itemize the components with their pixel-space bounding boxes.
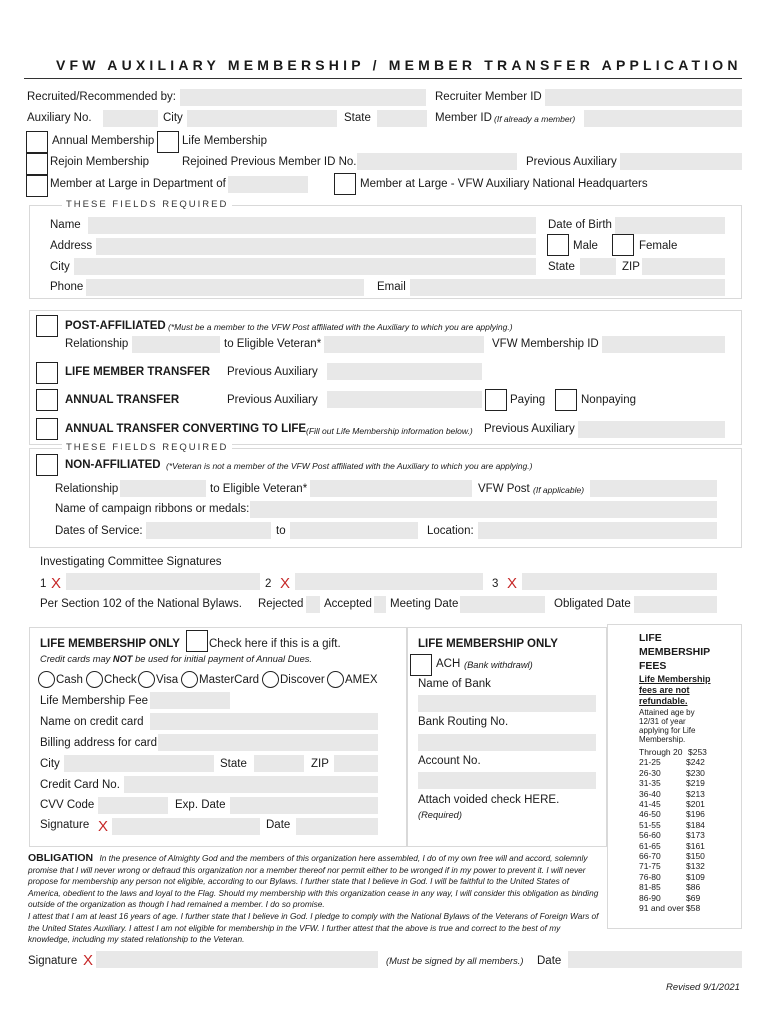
life-card-title: LIFE MEMBERSHIP ONLY <box>40 638 180 650</box>
vfw-post-note: (If applicable) <box>533 485 585 495</box>
vfw-membership-id-field[interactable] <box>602 336 725 353</box>
name-on-card-label: Name on credit card <box>40 716 144 728</box>
check-label: Check <box>104 674 137 686</box>
female-checkbox[interactable] <box>612 234 634 256</box>
attestation-text: I attest that I am at least 16 years of age. I further state that I believe in God. I pledge to comply with the National Bylaws of the Veterans of Foreign Wars of the United States Auxiliary. I attest I am not eligible for membership in the VFW. I further attest that the above is true and correct to the best of my knowledge, including my stated relationship to the Veteran. <box>28 911 599 944</box>
fees-title-2: MEMBERSHIP <box>639 646 711 658</box>
card-date-field[interactable] <box>296 818 378 835</box>
committee-sig-2-number: 2 <box>265 578 272 590</box>
meeting-date-field[interactable] <box>460 596 545 613</box>
page-title: VFW AUXILIARY MEMBERSHIP / MEMBER TRANSFER APPLICATION <box>56 57 742 73</box>
non-relationship-field[interactable] <box>120 480 206 497</box>
obligation-title: OBLIGATION <box>28 852 94 864</box>
phone-label: Phone <box>50 281 84 293</box>
billing-address-field[interactable] <box>158 734 378 751</box>
fee-age-range: 36-40 <box>639 788 661 799</box>
fields-required-caption-2: THESE FIELDS REQUIRED <box>62 442 232 453</box>
address-field[interactable] <box>96 238 536 255</box>
gift-checkbox[interactable] <box>186 630 208 652</box>
cvv-field[interactable] <box>98 797 168 814</box>
life-member-transfer-label: LIFE MEMBER TRANSFER <box>65 366 211 378</box>
service-from-field[interactable] <box>146 522 271 539</box>
credit-card-note-b: be used for initial payment of Annual Dues. <box>135 654 312 664</box>
account-label: Account No. <box>418 755 481 767</box>
location-field[interactable] <box>478 522 717 539</box>
life-ach-title: LIFE MEMBERSHIP ONLY <box>418 638 558 650</box>
top-city-field[interactable] <box>187 110 337 127</box>
routing-label: Bank Routing No. <box>418 716 509 728</box>
obligation-paragraph-1: In the presence of Almighty God and the members of this organization here assembled, I do of my own free will and accord, solemnly promise that I will never wrong or defraud this organization nor a member thereof nor permit either to be wronged if in my power to prevent it. I will never propose for membership any person not eligible, according to our Bylaws. I further state that I believe in God. I will be faithful to the United States of America, obedient to the laws and loyal to the Flag. Should my membership with this organization cease in any way, I will consider this obligation as binding outside of the organization as though I had remained a member. I do so promise. <box>28 853 599 909</box>
fee-amount: $173 <box>686 830 705 841</box>
post-eligible-label: to Eligible Veteran* <box>224 338 322 350</box>
previous-auxiliary-field[interactable] <box>620 153 742 170</box>
meeting-date-label: Meeting Date <box>390 598 459 610</box>
fee-amount: $253 <box>688 747 707 757</box>
recruited-label: Recruited/Recommended by: <box>27 91 176 103</box>
rejoin-membership-checkbox[interactable] <box>26 153 48 175</box>
fee-age-range: 26-30 <box>639 767 661 778</box>
annual-to-life-label: ANNUAL TRANSFER CONVERTING TO LIFE <box>65 423 307 435</box>
recruiter-id-field[interactable] <box>545 89 742 106</box>
non-eligible-label: to Eligible Veteran* <box>210 483 308 495</box>
fee-age-range: Through 20 <box>639 747 683 757</box>
fee-amount: $201 <box>686 799 705 809</box>
attained-note-2: 12/31 of year <box>639 717 686 726</box>
non-affiliated-title: NON-AFFILIATED <box>65 459 161 471</box>
fees-title-1: LIFE <box>639 632 662 644</box>
committee-sig-2-x: X <box>280 575 291 592</box>
member-signature-label: Signature <box>28 955 78 967</box>
card-signature-x: X <box>98 818 109 835</box>
fee-age-range: 66-70 <box>639 851 661 861</box>
rejoined-prev-field[interactable] <box>357 153 517 170</box>
attach-required-note: (Required) <box>418 810 462 820</box>
fee-age-range: 21-25 <box>639 757 661 768</box>
card-signature-field[interactable] <box>112 818 260 835</box>
annual-to-life-prev-aux-label: Previous Auxiliary <box>484 423 575 435</box>
committee-sig-2-field[interactable] <box>295 573 483 590</box>
amex-radio[interactable] <box>327 671 344 688</box>
cash-radio[interactable] <box>38 671 55 688</box>
fee-age-range: 86-90 <box>639 892 661 903</box>
mastercard-label: MasterCard <box>199 674 260 686</box>
annual-transfer-checkbox[interactable] <box>36 389 58 411</box>
rejected-label: Rejected <box>258 598 304 610</box>
non-affiliated-checkbox[interactable] <box>36 454 58 476</box>
gift-label: Check here if this is a gift. <box>209 638 341 650</box>
life-fee-field[interactable] <box>150 692 230 709</box>
non-affiliated-note: (*Veteran is not a member of the VFW Post affiliated with the Auxiliary to which you are applying.) <box>166 461 533 471</box>
post-affiliated-checkbox[interactable] <box>36 315 58 337</box>
fee-age-range: 31-35 <box>639 778 661 789</box>
member-signature-x: X <box>83 952 94 969</box>
discover-label: Discover <box>280 674 325 686</box>
service-to-label: to <box>276 525 286 537</box>
cc-no-field[interactable] <box>124 776 378 793</box>
title-rule <box>24 78 742 79</box>
post-eligible-field[interactable] <box>324 336 484 353</box>
member-id-note: (If already a member) <box>494 114 576 124</box>
fee-age-range: 71-75 <box>639 861 661 872</box>
credit-card-note <box>40 654 312 664</box>
fee-amount: $86 <box>686 882 701 893</box>
billing-address-label: Billing address for card <box>40 737 157 749</box>
rejoin-membership-label: Rejoin Membership <box>50 156 150 168</box>
email-label: Email <box>377 281 406 293</box>
fee-amount: $132 <box>686 861 705 872</box>
phone-field[interactable] <box>86 279 364 296</box>
annual-to-life-prev-aux-field[interactable] <box>578 421 725 438</box>
non-relationship-label: Relationship <box>55 483 119 495</box>
vfw-membership-id-label: VFW Membership ID <box>492 338 599 350</box>
committee-sig-3-number: 3 <box>492 578 499 590</box>
obligated-date-field[interactable] <box>634 596 717 613</box>
life-member-transfer-checkbox[interactable] <box>36 362 58 384</box>
fees-title-3: FEES <box>639 660 667 672</box>
must-sign-note: (Must be signed by all members.) <box>386 956 524 966</box>
fee-age-range: 46-50 <box>639 809 661 820</box>
member-id-label: Member ID <box>435 112 492 124</box>
fee-amount: $230 <box>686 767 705 778</box>
exp-date-label: Exp. Date <box>175 799 226 811</box>
dates-of-service-label: Dates of Service: <box>55 525 143 537</box>
life-fee-label: Life Membership Fee <box>40 695 149 707</box>
attained-note-4: Membership. <box>639 735 686 744</box>
fee-amount: $213 <box>686 788 705 799</box>
cvv-label: CVV Code <box>40 799 95 811</box>
non-eligible-field[interactable] <box>310 480 472 497</box>
annual-to-life-checkbox[interactable] <box>36 418 58 440</box>
city-label: City <box>50 261 70 273</box>
member-at-large-dept-field[interactable] <box>228 176 308 193</box>
post-affiliated-note: (*Must be a member to the VFW Post affiliated with the Auxiliary to which you are applying.) <box>168 322 513 332</box>
annual-membership-label: Annual Membership <box>52 135 155 147</box>
committee-sig-1-x: X <box>51 575 62 592</box>
top-state-label: State <box>344 112 371 124</box>
refund-note-1: Life Membership <box>639 674 711 684</box>
state-field[interactable] <box>580 258 616 275</box>
visa-label: Visa <box>156 674 179 686</box>
name-field[interactable] <box>88 217 536 234</box>
fee-amount: $196 <box>686 809 705 820</box>
committee-sig-1-number: 1 <box>40 578 47 590</box>
paying-label: Paying <box>510 394 546 406</box>
credit-card-note-a: Credit cards may <box>40 654 111 664</box>
vfw-post-field[interactable] <box>590 480 717 497</box>
fee-amount: $69 <box>686 892 701 903</box>
state-label: State <box>548 261 575 273</box>
dob-field[interactable] <box>615 217 725 234</box>
top-city-label: City <box>163 112 183 124</box>
committee-sig-3-field[interactable] <box>522 573 717 590</box>
member-at-large-dept-checkbox[interactable] <box>26 175 48 197</box>
address-label: Address <box>50 240 93 252</box>
life-membership-checkbox[interactable] <box>157 131 179 153</box>
recruited-field[interactable] <box>180 89 426 106</box>
card-date-label: Date <box>266 819 291 831</box>
member-date-field[interactable] <box>568 951 742 968</box>
top-state-field[interactable] <box>377 110 427 127</box>
ach-label: ACH <box>436 658 461 670</box>
bank-name-field[interactable] <box>418 695 596 712</box>
fee-age-range: 51-55 <box>639 819 661 830</box>
fee-amount: $161 <box>686 840 705 851</box>
location-label: Location: <box>427 525 474 537</box>
fee-amount: $58 <box>686 903 701 913</box>
post-relationship-label: Relationship <box>65 338 129 350</box>
post-relationship-field[interactable] <box>132 336 220 353</box>
bylaws-label: Per Section 102 of the National Bylaws. <box>40 598 243 610</box>
card-signature-label: Signature <box>40 819 90 831</box>
fee-age-range: 61-65 <box>639 840 661 851</box>
accepted-label: Accepted <box>324 598 372 610</box>
name-on-card-field[interactable] <box>150 713 378 730</box>
post-affiliated-title: POST-AFFILIATED <box>65 320 166 332</box>
attained-note-3: applying for Life <box>639 726 696 735</box>
service-to-field[interactable] <box>290 522 418 539</box>
credit-card-note-not: NOT <box>112 654 133 664</box>
cash-label: Cash <box>56 674 83 686</box>
rejoined-prev-label: Rejoined Previous Member ID No. <box>182 156 357 168</box>
dob-label: Date of Birth <box>548 219 612 231</box>
attained-note-1: Attained age by <box>639 708 695 717</box>
fee-amount: $150 <box>686 851 705 861</box>
card-city-field[interactable] <box>64 755 214 772</box>
fee-age-range: 56-60 <box>639 830 661 841</box>
fee-amount: $184 <box>686 819 705 830</box>
fields-required-caption-1: THESE FIELDS REQUIRED <box>62 199 232 210</box>
fees-box <box>607 624 742 929</box>
email-field[interactable] <box>410 279 725 296</box>
male-label: Male <box>573 240 598 252</box>
female-label: Female <box>639 240 678 252</box>
card-city-label: City <box>40 758 60 770</box>
previous-auxiliary-label: Previous Auxiliary <box>526 156 617 168</box>
vfw-post-label: VFW Post <box>478 483 530 495</box>
nonpaying-checkbox[interactable] <box>555 389 577 411</box>
fee-age-range: 41-45 <box>639 799 661 809</box>
life-transfer-prev-aux-label: Previous Auxiliary <box>227 366 318 378</box>
committee-title: Investigating Committee Signatures <box>40 556 222 568</box>
annual-membership-checkbox[interactable] <box>26 131 48 153</box>
auxiliary-no-field[interactable] <box>103 110 158 127</box>
cc-no-label: Credit Card No. <box>40 779 120 791</box>
accepted-field[interactable] <box>374 596 386 613</box>
annual-transfer-prev-aux-label: Previous Auxiliary <box>227 394 318 406</box>
committee-sig-1-field[interactable] <box>66 573 260 590</box>
amex-label: AMEX <box>345 674 378 686</box>
annual-transfer-label: ANNUAL TRANSFER <box>65 394 180 406</box>
discover-radio[interactable] <box>262 671 279 688</box>
check-radio[interactable] <box>86 671 103 688</box>
exp-date-field[interactable] <box>230 797 378 814</box>
member-signature-field[interactable] <box>96 951 378 968</box>
card-state-field[interactable] <box>254 755 304 772</box>
fee-age-range: 81-85 <box>639 882 661 893</box>
paying-checkbox[interactable] <box>485 389 507 411</box>
obligation-text <box>28 853 602 911</box>
life-membership-label: Life Membership <box>182 135 268 147</box>
ribbons-label: Name of campaign ribbons or medals: <box>55 503 250 515</box>
zip-field[interactable] <box>642 258 725 275</box>
fee-age-range: 76-80 <box>639 871 661 882</box>
fee-amount: $109 <box>686 871 705 882</box>
rejected-field[interactable] <box>306 596 320 613</box>
ribbons-field[interactable] <box>250 501 717 518</box>
card-state-label: State <box>220 758 247 770</box>
ach-note: (Bank withdrawl) <box>464 660 533 670</box>
ach-checkbox[interactable] <box>410 654 432 676</box>
revised-note: Revised 9/1/2021 <box>666 982 740 993</box>
recruiter-id-label: Recruiter Member ID <box>435 91 542 103</box>
refund-note-2: fees are not <box>639 685 690 695</box>
member-at-large-hq-label: Member at Large - VFW Auxiliary National Headquarters <box>360 178 648 190</box>
member-at-large-dept-label: Member at Large in Department of <box>50 178 226 190</box>
bank-name-label: Name of Bank <box>418 678 491 690</box>
male-checkbox[interactable] <box>547 234 569 256</box>
visa-radio[interactable] <box>138 671 155 688</box>
nonpaying-label: Nonpaying <box>581 394 636 406</box>
fee-amount: $242 <box>686 757 705 768</box>
name-label: Name <box>50 219 81 231</box>
annual-to-life-note: (Fill out Life Membership information below.) <box>306 426 473 436</box>
annual-transfer-prev-aux-field[interactable] <box>327 391 482 408</box>
member-id-field[interactable] <box>584 110 742 127</box>
zip-label: ZIP <box>622 261 640 273</box>
account-field[interactable] <box>418 772 596 789</box>
auxiliary-no-label: Auxiliary No. <box>27 112 92 124</box>
card-zip-label: ZIP <box>311 758 329 770</box>
card-zip-field[interactable] <box>334 755 378 772</box>
fee-amount: $219 <box>686 778 705 789</box>
obligated-date-label: Obligated Date <box>554 598 631 610</box>
member-at-large-hq-checkbox[interactable] <box>334 173 356 195</box>
attach-check-label: Attach voided check HERE. <box>418 794 560 806</box>
committee-sig-3-x: X <box>507 575 518 592</box>
mastercard-radio[interactable] <box>181 671 198 688</box>
city-field[interactable] <box>74 258 536 275</box>
fee-age-range: 91 and over <box>639 903 684 913</box>
life-transfer-prev-aux-field[interactable] <box>327 363 482 380</box>
routing-field[interactable] <box>418 734 596 751</box>
refund-note-3: refundable. <box>639 696 688 706</box>
member-date-label: Date <box>537 955 562 967</box>
